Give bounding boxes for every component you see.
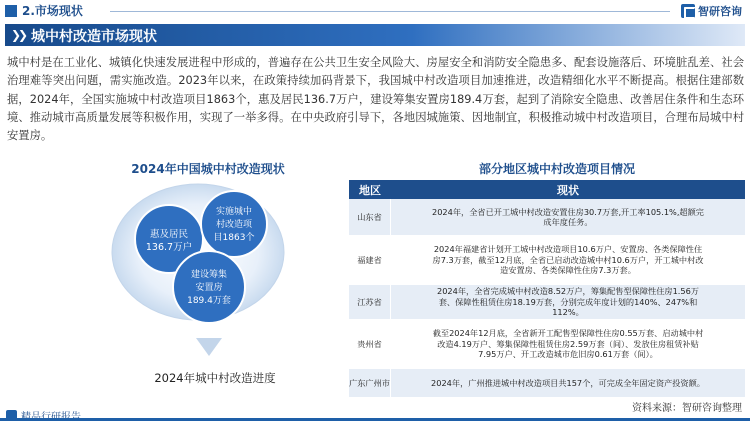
cell-region: 江苏省 [349, 285, 391, 319]
footer-divider [0, 418, 750, 421]
bubble-housing-line1: 建设筹集 [190, 270, 228, 280]
table-row [349, 369, 745, 397]
cell-status: 2024年，全省已开工城中村改造安置住房30.7万套,开工率105.1%,超额完成年度任务。 [432, 206, 704, 227]
bubble-projects-line2: 村改造项 [215, 220, 253, 230]
bubble-projects-line3: 目1863个 [213, 233, 255, 243]
cell-region: 福建省 [349, 235, 391, 285]
column-header-status: 现状 [557, 183, 579, 197]
table-row [349, 319, 745, 369]
cell-status: 2024年，广州推进城中村改造项目共157个，可完成全年固定资产投资额。 [431, 377, 705, 388]
bubble-residents-line1: 惠及居民 [149, 229, 189, 240]
brand-logo [681, 3, 742, 19]
brand-logo-text: 智研咨询 [698, 5, 742, 18]
venn-caption: 2024年城中村改造进度 [154, 371, 276, 385]
bubble-housing-line2: 安置房 [195, 283, 223, 293]
cell-region: 贵州省 [349, 319, 391, 369]
bubble-projects-line1: 实施城中 [215, 207, 253, 217]
bubble-residents-line2: 136.7万户 [145, 242, 193, 253]
intro-paragraph: 城中村是在工业化、城镇化快速发展进程中形成的，普遍存在公共卫生安全风险大、房屋安全和消防安全隐患多、配套设施落后、环境脏乱差、社会治理难等突出问题，需实施改造。2023年以来，在政策持续加码背景下，我国城中村改造项目加速推进，改造精细化水平不断提高。根据住建部数据，2024年，全国实施城中村改造项目1863个，惠及居民136.7万户，建设筹集安置房189.4万套，起到了消除安全隐患、改善居住条件和生态环境、推动城市高质量发展等积极作用，实现了一举多得。在中央政府引导下，各地因城施策、因地制宜，积极推动城中村改造项目，合理布局城中村安置房。 [7, 56, 744, 143]
title-banner [5, 24, 745, 46]
venn-pointer-arrow [196, 338, 222, 356]
table-row [349, 199, 745, 235]
table-header [349, 180, 745, 199]
section-marker-icon [5, 5, 17, 17]
cell-status: 2024年，全省完成城中村改造8.52万户，筹集配售型保障性住房1.56万套、保障性租赁住房18.19万套，分别完成年度计划的140%、247%和112%。 [437, 286, 699, 318]
double-chevron-icon: ❯❯ [11, 28, 26, 42]
cell-status: 2024年福建省计划开工城中村改造项目10.6万户、安置房、各类保障性住房7.3万套，截至12月底，全省已启动改造城中村10.6万户，开工城中村改造安置房、各类保障性住房7.3万套。 [432, 244, 704, 276]
table-row [349, 235, 745, 285]
bubble-housing-line3: 189.4万套 [187, 296, 231, 306]
column-header-region: 地区 [359, 183, 381, 197]
cell-region: 广东广州市 [349, 369, 391, 397]
table-row [349, 285, 745, 319]
page-title: 城中村改造市场现状 [31, 29, 157, 45]
cell-region: 山东省 [349, 199, 391, 235]
right-panel-title: 部分地区城中村改造项目情况 [478, 162, 635, 176]
region-table [349, 180, 745, 397]
cell-status: 截至2024年12月底，全省新开工配售型保障性住房0.55万套、启动城中村改造4.19万户、筹集保障性租赁住房2.59万套（间）、发放住房租赁补贴7.95万户、开工改造城市危旧房0.61万套（间）。 [432, 328, 704, 360]
brand-logo-icon [681, 4, 695, 18]
source-note: 资料来源：智研咨询整理 [632, 403, 742, 414]
top-bar [0, 0, 750, 22]
header-divider [110, 11, 670, 12]
section-title: 2.市场现状 [22, 4, 83, 18]
left-panel-title: 2024年中国城中村改造现状 [131, 162, 285, 176]
